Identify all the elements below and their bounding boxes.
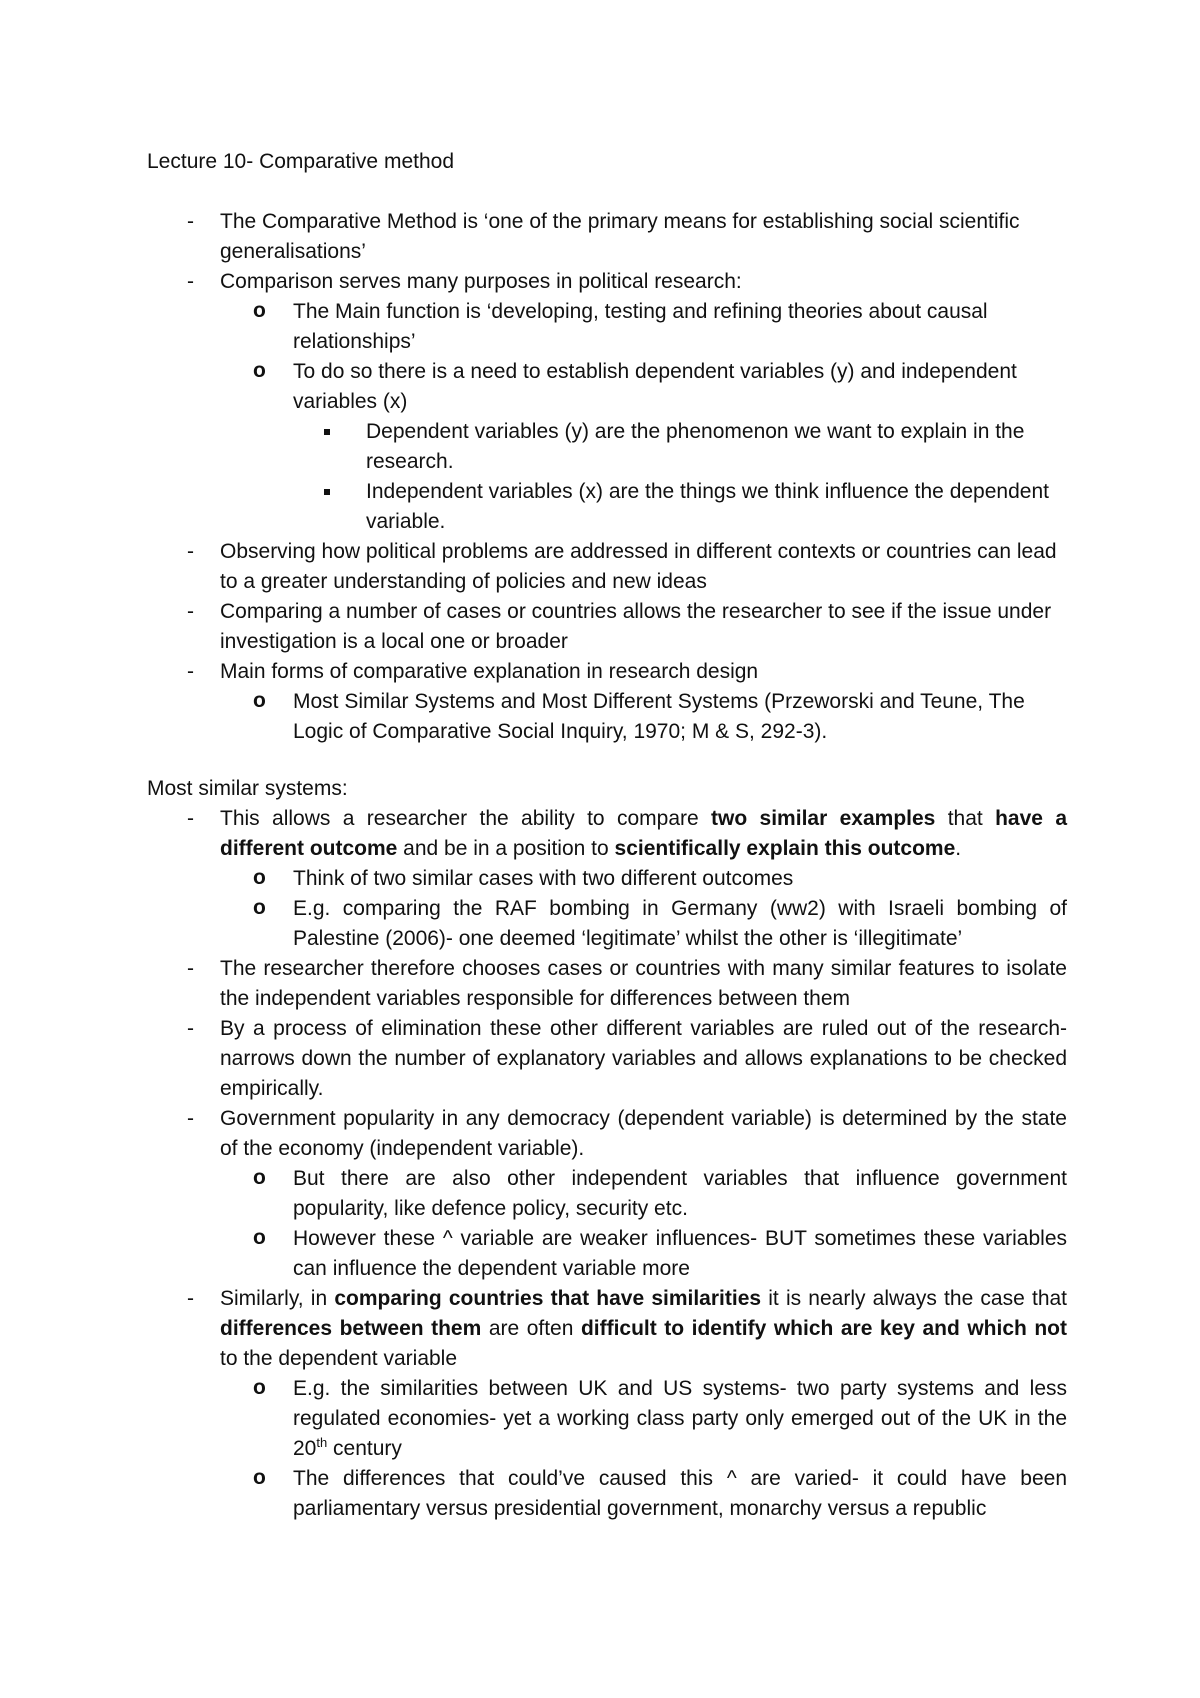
list-item bbox=[147, 597, 1067, 657]
sub-list-item bbox=[220, 1374, 1067, 1464]
list-item-text: But there are also other independent variables that influence government popularity, like defence policy, security etc. bbox=[293, 1167, 1067, 1220]
list-item bbox=[147, 804, 1067, 954]
text-run: This allows a researcher the ability to compare bbox=[220, 807, 712, 830]
sub-list-item bbox=[220, 357, 1067, 537]
text-run: E.g. the similarities between UK and US systems- two party systems and less regulated economies- yet a working class party only emerged out of the UK in the 20 bbox=[293, 1377, 1067, 1460]
list-item-text: Dependent variables (y) are the phenomenon we want to explain in the research. bbox=[366, 420, 1025, 473]
list-item bbox=[147, 267, 1067, 537]
sub-list-item bbox=[220, 297, 1067, 357]
list-item bbox=[147, 537, 1067, 597]
superscript: th bbox=[316, 1435, 328, 1450]
list-item-text: By a process of elimination these other different variables are ruled out of the research- narrows down the number of explanatory variables and allows explanations to be checked empirically. bbox=[220, 1017, 1067, 1100]
list-item bbox=[147, 954, 1067, 1014]
sub-sub-list-item bbox=[293, 417, 1067, 477]
list-item-text: The differences that could’ve caused this ^ are varied- it could have been parliamentary versus presidential government, monarchy versus a republic bbox=[293, 1467, 1067, 1520]
list-item-text: Observing how political problems are addressed in different contexts or countries can lead to a greater understanding of policies and new ideas bbox=[220, 540, 1057, 593]
text-run: and be in a position to bbox=[397, 837, 615, 860]
list-item-text: Think of two similar cases with two different outcomes bbox=[293, 867, 794, 890]
sub-list bbox=[220, 1374, 1067, 1524]
sub-list bbox=[220, 297, 1067, 537]
sub-list bbox=[220, 1164, 1067, 1284]
text-run: are often bbox=[481, 1317, 581, 1340]
sub-sub-list bbox=[293, 417, 1067, 537]
sub-list-item bbox=[220, 1464, 1067, 1524]
page-title: Lecture 10- Comparative method bbox=[147, 150, 454, 173]
bold-run: difficult to identify which are key and which not bbox=[580, 1317, 1068, 1340]
list-item bbox=[147, 207, 1067, 267]
text-run: that bbox=[935, 807, 996, 830]
list-item-text: E.g. comparing the RAF bombing in Germany (ww2) with Israeli bombing of Palestine (2006)- one deemed ‘legitimate’ whilst the other is ‘illegitimate’ bbox=[293, 897, 1067, 950]
list-item bbox=[147, 657, 1067, 747]
list-item-text: The Main function is ‘developing, testing and refining theories about causal relationships’ bbox=[293, 300, 988, 353]
list-item-text: Most Similar Systems and Most Different Systems (Przeworski and Teune, The Logic of Comparative Social Inquiry, 1970; M & S, 292-3). bbox=[293, 690, 1025, 743]
bold-run: scientifically explain this outcome bbox=[614, 837, 956, 860]
sub-list-item bbox=[220, 1224, 1067, 1284]
text-run: it is nearly always the case that bbox=[761, 1287, 1068, 1310]
bullet-list-most-similar bbox=[147, 804, 1067, 1524]
list-item bbox=[147, 1284, 1067, 1524]
list-item bbox=[147, 1014, 1067, 1104]
sub-list-item bbox=[220, 894, 1067, 954]
list-item-text: However these ^ variable are weaker influences- BUT sometimes these variables can influence the dependent variable more bbox=[293, 1227, 1067, 1280]
list-item bbox=[147, 1104, 1067, 1284]
bold-run: differences between them bbox=[220, 1317, 482, 1340]
list-item-text: Comparing a number of cases or countries allows the researcher to see if the issue under investigation is a local one or broader bbox=[220, 600, 1052, 653]
list-item-text: Government popularity in any democracy (dependent variable) is determined by the state of the economy (independent variable). bbox=[220, 1107, 1067, 1160]
bold-run: comparing countries that have similarities bbox=[334, 1287, 762, 1310]
text-run: Similarly, in bbox=[220, 1287, 335, 1310]
sub-list-item bbox=[220, 864, 1067, 894]
sub-sub-list-item bbox=[293, 477, 1067, 537]
list-item-text: Independent variables (x) are the things we think influence the dependent variable. bbox=[366, 480, 1049, 533]
bold-run: have a different outcome bbox=[220, 807, 1067, 860]
list-item-text: To do so there is a need to establish dependent variables (y) and independent variables (x) bbox=[293, 360, 1017, 413]
sub-list bbox=[220, 864, 1067, 954]
sub-list-item bbox=[220, 687, 1067, 747]
list-item-text: Comparison serves many purposes in political research: bbox=[220, 270, 742, 293]
section-heading: Most similar systems: bbox=[147, 777, 348, 800]
text-run: to the dependent variable bbox=[220, 1347, 458, 1370]
list-item-text: The researcher therefore chooses cases or countries with many similar features to isolate the independent variables responsible for differences between them bbox=[220, 957, 1067, 1010]
text-run: century bbox=[327, 1437, 402, 1460]
sub-list bbox=[220, 687, 1067, 747]
list-item-text: Main forms of comparative explanation in research design bbox=[220, 660, 759, 683]
bullet-list-intro bbox=[147, 207, 1067, 747]
text-run: . bbox=[955, 837, 962, 860]
bold-run: two similar examples bbox=[711, 807, 936, 830]
list-item-text: The Comparative Method is ‘one of the primary means for establishing social scientific generalisations’ bbox=[220, 210, 1020, 263]
sub-list-item bbox=[220, 1164, 1067, 1224]
